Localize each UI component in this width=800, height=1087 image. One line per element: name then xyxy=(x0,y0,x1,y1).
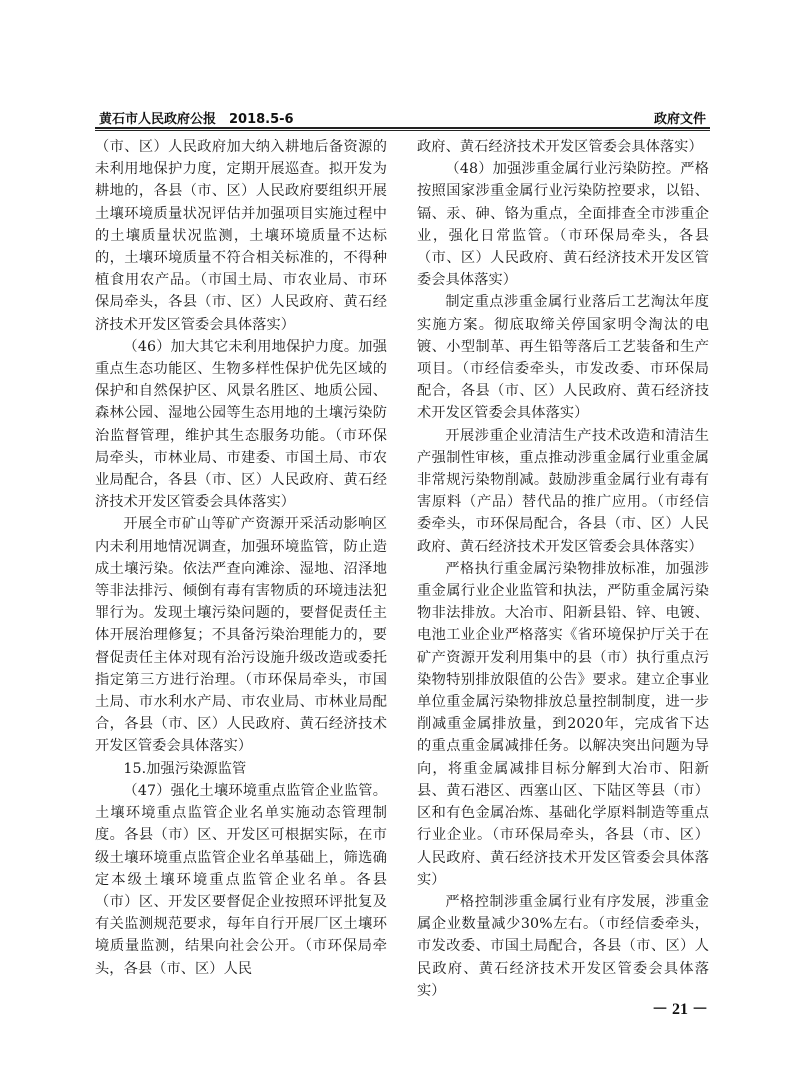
section-title: 政府文件 xyxy=(653,112,706,127)
paragraph: 开展涉重企业清洁生产技术改造和清洁生产强制性审核，重点推动涉重金属行业重金属非常规污染物削减。鼓励涉重金属行业有毒有害原料（产品）替代品的推广应用。（市经信委牵头，市环保局配合，各县（市、区）人民政府、黄石经济技术开发区管委会具体落实） xyxy=(417,427,709,555)
header-rule-thin xyxy=(95,130,710,131)
paragraph: （市、区）人民政府加大纳入耕地后备资源的未利用地保护力度，定期开展巡查。拟开发为耕地的，各县（市、区）人民政府要组织开展土壤环境质量状况评估并加强项目实施过程中的土壤质量状况监测，土壤环境质量不达标的，土壤环境质量不符合相关标准的，不得种植食用农产品。（市国土局、市农业局、市环保局牵头，各县（市、区）人民政府、黄石经济技术开发区管委会具体落实） xyxy=(95,139,387,333)
paragraph: （47）强化土壤环境重点监管企业监管。土壤环境重点监管企业名单实施动态管理制度。各县（市）区、开发区可根据实际，在市级土壤环境重点监管企业名单基础上，筛选确定本级土壤环境重点监管企业名单。各县（市）区、开发区要督促企业按照环评批复及有关监测规范要求，每年自行开展厂区土壤环境质量监测，结果向社会公开。（市环保局牵头，各县（市、区）人民 xyxy=(95,782,387,977)
right-column xyxy=(417,136,709,1002)
page-number: － 21 － xyxy=(651,1001,708,1018)
paragraph: 严格控制涉重金属行业有序发展，涉重金属企业数量减少30%左右。（市经信委牵头，市发改委、市国土局配合，各县（市、区）人民政府、黄石经济技术开发区管委会具体落实） xyxy=(417,893,709,999)
paragraph: 制定重点涉重金属行业落后工艺淘汰年度实施方案。彻底取缔关停国家明令淘汰的电镀、小型制革、再生铅等落后工艺装备和生产项目。（市经信委牵头，市发改委、市环保局配合，各县（市、区）人民政府、黄石经济技术开发区管委会具体落实） xyxy=(417,294,709,422)
paragraph: 严格执行重金属污染物排放标准，加强涉重金属行业企业监管和执法，严防重金属污染物非法排放。大冶市、阳新县铅、锌、电镀、电池工业企业严格落实《省环境保护厅关于在矿产资源开发利用集中的县（市）执行重点污染物特别排放限值的公告》要求。建立企事业单位重金属污染物排放总量控制制度，进一步削减重金属排放量，到2020年，完成省下达的重点重金属减排任务。以解决突出问题为导向，将重金属减排目标分解到大冶市、阳新县、黄石港区、西塞山区、下陆区等县（市）区和有色金属冶炼、基础化学原料制造等重点行业企业。（市环保局牵头，各县（市、区）人民政府、黄石经济技术开发区管委会具体落实） xyxy=(417,560,709,888)
left-column xyxy=(95,136,387,980)
page-header xyxy=(95,104,708,126)
paragraph: 开展全市矿山等矿产资源开采活动影响区内未利用地情况调查，加强环境监管，防止造成土壤污染。依法严查向滩涂、湿地、沼泽地等非法排污、倾倒有毒有害物质的环境违法犯罪行为。发现土壤污染问题的，要督促责任主体开展治理修复；不具备污染治理能力的，要督促责任主体对现有治污设施升级改造或委托指定第三方进行治理。（市环保局牵头，市国土局、市水利水产局、市农业局、市林业局配合，各县（市、区）人民政府、黄石经济技术开发区管委会具体落实） xyxy=(95,516,387,755)
header-rule-thick xyxy=(95,127,710,129)
paragraph: （46）加大其它未利用地保护力度。加强重点生态功能区、生物多样性保护优先区域的保护和自然保护区、风景名胜区、地质公园、森林公园、湿地公园等生态用地的土壤污染防治监督管理，维护其生态服务功能。（市环保局牵头，市林业局、市建委、市国土局、市农业局配合，各县（市、区）人民政府、黄石经济技术开发区管委会具体落实） xyxy=(95,338,387,511)
paragraph: （48）加强涉重金属行业污染防控。严格按照国家涉重金属行业污染防控要求，以铅、镉、汞、砷、铬为重点，全面排查全市涉重企业，强化日常监管。（市环保局牵头，各县（市、区）人民政府、黄石经济技术开发区管委会具体落实） xyxy=(417,161,709,289)
publication-title: 黄石市人民政府公报 2018.5-6 xyxy=(99,112,294,127)
paragraph: 政府、黄石经济技术开发区管委会具体落实） xyxy=(417,139,703,155)
section-heading: 15.加强污染源监管 xyxy=(123,760,247,777)
